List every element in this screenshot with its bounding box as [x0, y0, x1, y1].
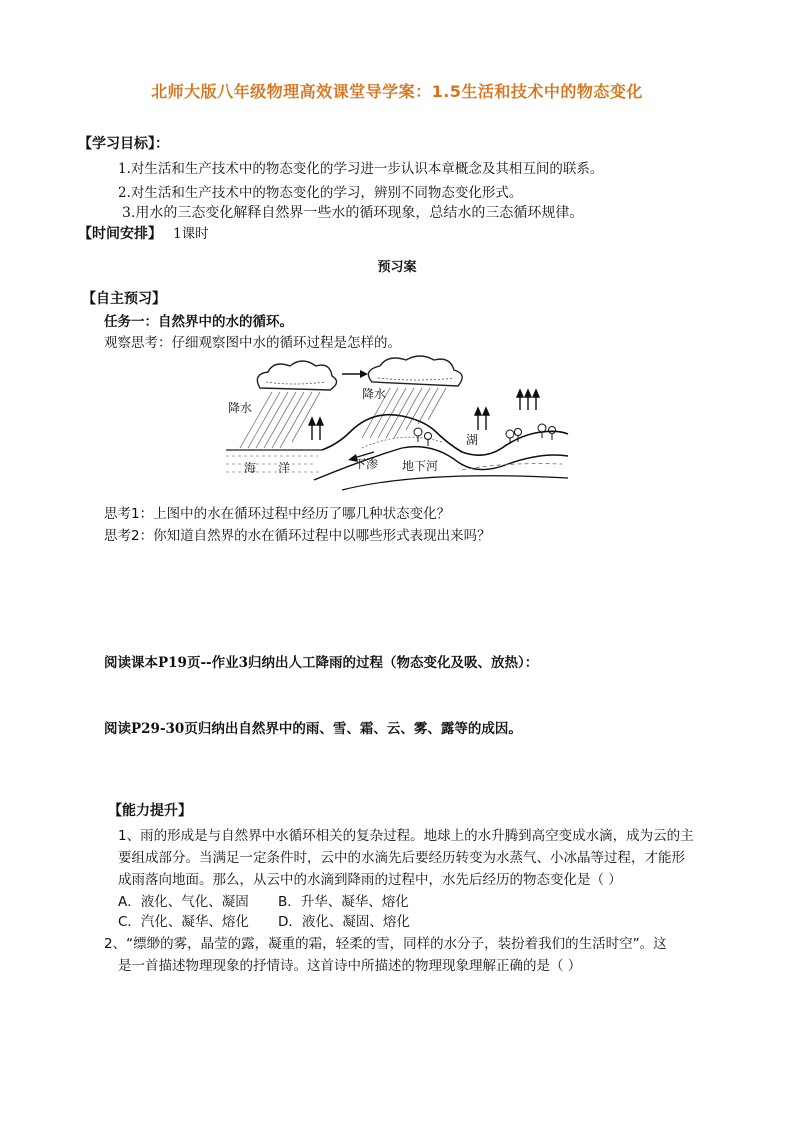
- ability-heading: 【能力提升】: [108, 803, 192, 819]
- q1-option-d: D．液化、凝固、熔化: [278, 914, 410, 930]
- cloud-right-icon: [368, 356, 462, 386]
- q1-option-c: C．汽化、凝华、熔化: [118, 914, 249, 930]
- objective-2: 2.对生活和生产技术中的物态变化的学习，辨别不同物态变化形式。: [118, 185, 523, 201]
- q1-line-1: 1、雨的形成是与自然界中水循环相关的复杂过程。地球上的水升腾到高空变成水滴，成为云的主: [118, 828, 694, 844]
- q1-line-2: 要组成部分。当满足一定条件时，云中的水滴先后要经历转变为水蒸气、小冰晶等过程，才能形: [118, 850, 685, 866]
- label-rain-left: 降水: [228, 401, 253, 415]
- objective-3: 3.用水的三态变化解释自然界一些水的循环现象，总结水的三态循环规律。: [122, 205, 584, 221]
- label-rain-right: 降水: [362, 387, 387, 401]
- task-one: 任务一：自然界中的水的循环。: [104, 314, 293, 330]
- think-1: 思考1：上图中的水在循环过程中经历了哪几种状态变化？: [104, 506, 451, 522]
- q1-option-b: B．升华、凝华、熔化: [278, 894, 409, 910]
- label-ocean-1: 海: [244, 461, 257, 475]
- land-icon: [314, 415, 568, 490]
- schedule: [78, 222, 209, 243]
- q1-line-3: 成雨落向地面。那么，从云中的水滴到降雨的过程中，水先后经历的物态变化是（ ）: [118, 872, 622, 888]
- label-river: 地下河: [402, 459, 439, 473]
- objectives-heading: 【学习目标】：: [78, 136, 169, 152]
- preview-heading: 【自主预习】: [82, 291, 166, 307]
- wind-arrow-icon: [342, 370, 368, 378]
- trees-icon: [414, 424, 556, 446]
- evaporation-arrows-icon: [309, 390, 539, 440]
- schedule-value: 1课时: [173, 226, 209, 242]
- section-title: 预习案: [377, 260, 417, 275]
- q2-line-2: 是一首描述物理现象的抒情诗。这首诗中所描述的物理现象理解正确的是（ ）: [118, 958, 582, 974]
- q1-option-a: A．液化、气化、凝固: [118, 894, 249, 910]
- reading-1: 阅读课本P19页--作业3归纳出人工降雨的过程（物态变化及吸、放热）：: [104, 655, 539, 671]
- observe-prompt: 观察思考：仔细观察图中水的循环过程是怎样的。: [104, 335, 401, 351]
- schedule-heading: 【时间安排】: [78, 226, 162, 242]
- objective-1: 1.对生活和生产技术中的物态变化的学习进一步认识本章概念及其相互间的联系。: [118, 161, 604, 177]
- q2-line-1: 2、“缥缈的雾，晶莹的露，凝重的霜，轻柔的雪，同样的水分子，装扮着我们的生活时空”。这: [104, 936, 667, 952]
- reading-2: 阅读P29-30页归纳出自然界中的雨、雪、霜、云、雾、露等的成因。: [104, 721, 522, 737]
- label-ocean-2: 洋: [278, 461, 291, 475]
- label-lake: 湖: [466, 433, 479, 447]
- sea-icon: [226, 450, 322, 472]
- think-2: 思考2：你知道自然界的水在循环过程中以哪些形式表现出来吗？: [104, 528, 491, 544]
- label-seep: 下渗: [354, 457, 379, 471]
- cloud-left-icon: [257, 361, 336, 390]
- water-cycle-diagram: [222, 352, 572, 498]
- page-title: 北师大版八年级物理高效课堂导学案：1.5生活和技术中的物态变化: [151, 82, 643, 101]
